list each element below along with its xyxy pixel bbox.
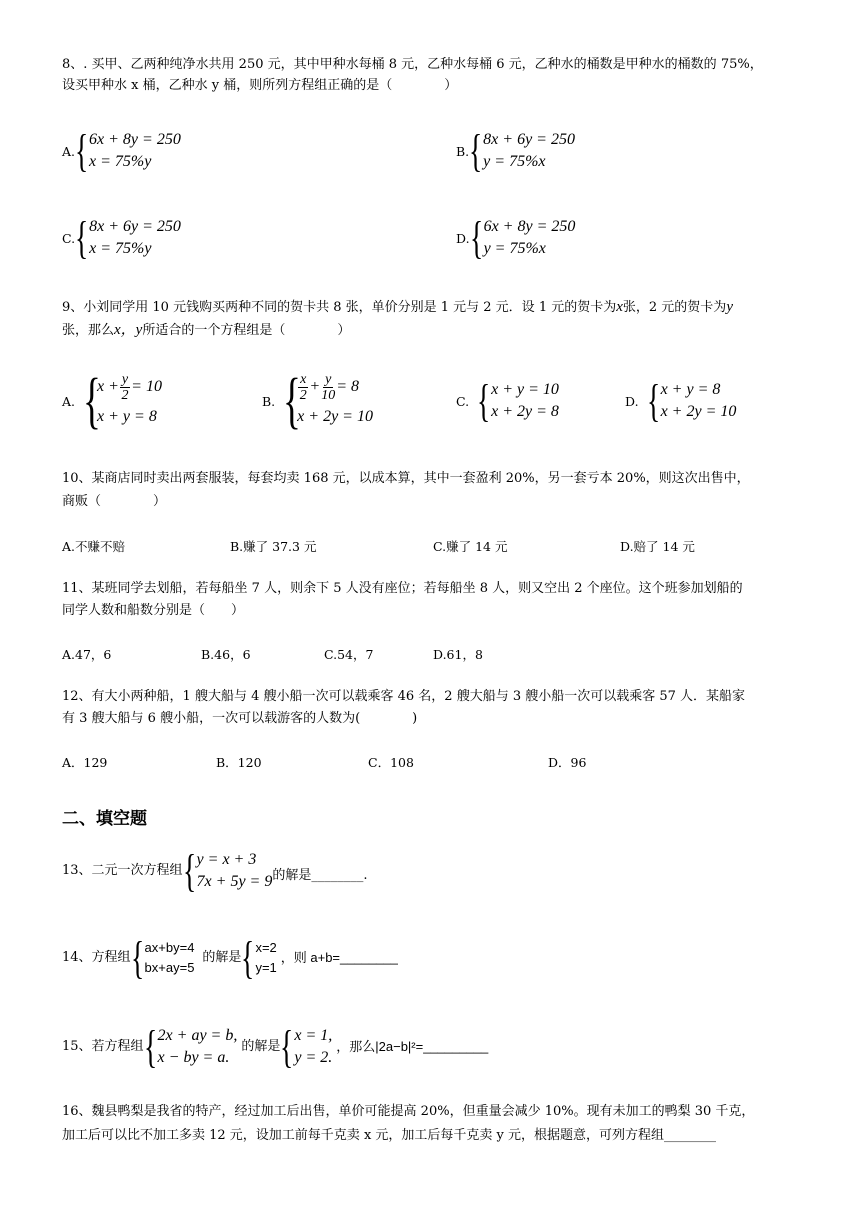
q9-option-a [62, 367, 162, 435]
q10-option-a: A.不赚不赔 [62, 539, 126, 554]
q8-option-d-eq2: y = 75%x [483, 240, 546, 257]
q9-stem-line2 [62, 319, 350, 341]
section-title-fill-in: 二、填空题 [62, 809, 147, 829]
q10-option-d: D.赔了 14 元 [620, 539, 695, 554]
q14 [62, 932, 398, 983]
q11-option-d: D.61，8 [433, 647, 483, 662]
q15-sol2: y = 2. [294, 1049, 333, 1066]
q14-eq2: bx+ay=5 [144, 960, 195, 975]
q8-option-b-eq1: 8x + 6y = 250 [483, 131, 575, 148]
q14-brace-1: { [130, 932, 144, 983]
q8-option-a-label: A. [62, 143, 76, 159]
q8-option-d-label: D. [456, 230, 470, 246]
q15-prefix: 15、若方程组 [62, 1039, 144, 1054]
q8-option-d-brace: { [469, 212, 483, 263]
q15-sol1: x = 1, [294, 1027, 333, 1044]
q8-option-c-brace: { [75, 212, 89, 263]
q13-eq1: y = x + 3 [196, 851, 257, 868]
q8-stem-line1: 8、. 买甲、乙两种纯净水共用 250 元，其中甲种水每桶 8 元，乙种水每桶 6 元，乙种水的桶数是甲种水的桶数的 75%， [62, 57, 763, 72]
q12-stem-line2: 有 3 艘大船与 6 艘小船，一次可以载游客的人数为( ) [62, 711, 418, 726]
q9-stem-line1-a: 9、小刘同学用 10 元钱购买两种不同的贺卡共 8 张，单价分别是 1 元与 2 元．设 1 元的贺卡为 [62, 300, 617, 315]
q9-option-b-eq2: x + 2y = 10 [297, 407, 373, 425]
q9-stem-line2-b: 所适合的一个方程组是（ ） [142, 323, 351, 338]
q9-option-c-label: C. [456, 393, 470, 409]
q8-stem-line2: 设买甲种水 x 桶，乙种水 y 桶，则所列方程组正确的是（ ） [62, 78, 458, 93]
q12-option-c: C．108 [368, 755, 414, 770]
q8-option-a-brace: { [75, 125, 89, 176]
q9-option-d-eq1: x + y = 8 [660, 381, 721, 398]
q13 [62, 845, 368, 896]
q9-stem-line2-a: 张，那么 [62, 323, 115, 338]
q9-var-y: y [726, 299, 733, 315]
q9-stem-line1 [62, 296, 733, 318]
q9-option-c-eq1: x + y = 10 [491, 381, 559, 398]
q10-option-c: C.赚了 14 元 [433, 539, 508, 554]
q9-var-x: x [616, 299, 623, 315]
q8-option-c-label: C. [62, 230, 76, 246]
q8-option-c-eq2: x = 75%y [89, 240, 152, 257]
q15 [62, 1021, 489, 1072]
q8-option-a-eq2: x = 75%y [89, 153, 152, 170]
q9-option-d-eq2: x + 2y = 10 [660, 403, 737, 420]
q8-option-a [62, 125, 181, 176]
q8-option-c [62, 212, 181, 263]
q11-option-a: A.47，6 [62, 647, 112, 662]
q14-brace-2: { [241, 932, 255, 983]
q8-option-b-brace: { [469, 125, 483, 176]
q14-prefix: 14、方程组 [62, 950, 131, 965]
q13-brace: { [182, 845, 196, 896]
q15-mid: 的解是 [241, 1039, 281, 1054]
q12-option-d: D．96 [548, 755, 587, 770]
q9-var-xy: x，y [114, 322, 143, 338]
q15-brace-1: { [143, 1021, 157, 1072]
q8-option-b-eq2: y = 75%x [483, 153, 546, 170]
q9-option-a-label: A. [62, 393, 76, 409]
q9-option-b-eq1: $\frac{x}{2}$ + $\frac{y}{10}$ = 8 [299, 371, 359, 403]
q9-option-b [262, 367, 373, 435]
q14-sol2: y=1 [255, 960, 277, 975]
q11-option-b: B.46，6 [201, 647, 251, 662]
q8-option-c-eq1: 8x + 6y = 250 [89, 218, 181, 235]
q9-option-a-eq2: x + y = 8 [97, 407, 157, 425]
q9-option-b-label: B. [262, 393, 276, 409]
q10-stem-line2: 商贩（ ） [62, 494, 167, 509]
q12-stem-line1: 12、有大小两种船，1 艘大船与 4 艘小船一次可以载乘客 46 名，2 艘大船与 3 艘小船一次可以载乘客 57 人．某船家 [62, 689, 746, 704]
q15-brace-2: { [280, 1021, 294, 1072]
q9-option-d [625, 375, 737, 426]
q13-prefix: 13、二元一次方程组 [62, 863, 183, 878]
q8-option-b-label: B. [456, 143, 470, 159]
q9-option-c [456, 375, 559, 426]
q8-option-b [456, 125, 575, 176]
q9-option-b-brace: { [283, 367, 302, 435]
q15-eq1: 2x + ay = b, [157, 1027, 238, 1044]
q11-option-c: C.54，7 [324, 647, 374, 662]
q14-eq1: ax+by=4 [144, 940, 195, 955]
q16-stem-line2: 加工后可以比不加工多卖 12 元，设加工前每千克卖 x 元，加工后每千克卖 y 元，根据题意，可列方程组________ [62, 1128, 717, 1143]
q11-stem-line2: 同学人数和船数分别是（ ） [62, 603, 245, 618]
q14-suffix: ，则 a+b=________ [280, 950, 398, 965]
q13-eq2: 7x + 5y = 9 [196, 873, 273, 890]
q8-option-a-eq1: 6x + 8y = 250 [89, 131, 181, 148]
q9-option-a-eq1: x + $\frac{y}{2}$ = 10 [97, 371, 162, 403]
q10-option-b: B.赚了 37.3 元 [230, 539, 317, 554]
q9-option-d-brace: { [646, 375, 660, 426]
q12-option-a: A．129 [62, 755, 108, 770]
q10-stem-line1: 10、某商店同时卖出两套服装，每套均卖 168 元，以成本算，其中一套盈利 20%，另一套亏本 20%，则这次出售中， [62, 471, 750, 486]
q9-option-a-brace: { [83, 367, 101, 435]
q9-option-d-label: D. [625, 393, 639, 409]
q15-eq2: x − by = a. [157, 1049, 230, 1066]
q14-sol1: x=2 [255, 940, 277, 955]
q14-mid: 的解是 [202, 950, 242, 965]
q8-option-d [456, 212, 576, 263]
q8-option-d-eq1: 6x + 8y = 250 [483, 218, 576, 235]
q12-option-b: B．120 [216, 755, 262, 770]
q16-stem-line1: 16、魏县鸭梨是我省的特产，经过加工后出售，单价可能提高 20%，但重量会减少 10%。现有未加工的鸭梨 30 千克， [62, 1104, 755, 1119]
q9-option-c-eq2: x + 2y = 8 [491, 403, 559, 420]
q11-stem-line1: 11、某班同学去划船，若每船坐 7 人，则余下 5 人没有座位；若每船坐 8 人，则又空出 2 个座位。这个班参加划船的 [62, 581, 743, 596]
q9-stem-line1-b: 张，2 元的贺卡为 [622, 300, 727, 315]
q15-suffix: ，那么|2a−b|²=_________ [336, 1039, 489, 1054]
q13-suffix: 的解是________. [272, 868, 368, 883]
q9-option-c-brace: { [477, 375, 491, 426]
